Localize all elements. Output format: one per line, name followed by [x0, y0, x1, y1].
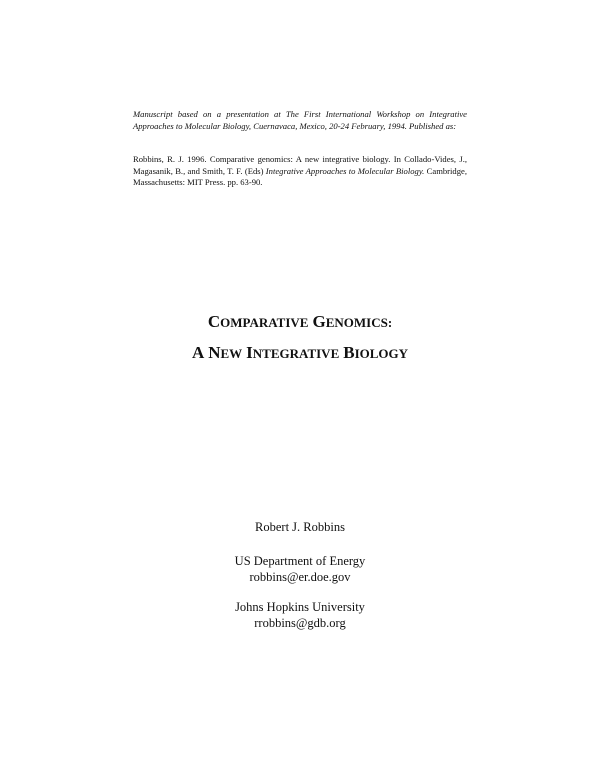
title-word-rest: NTEGRATIVE: [252, 346, 340, 361]
title-initial: I: [246, 343, 253, 362]
title-initial: B: [343, 343, 355, 362]
citation: [133, 154, 467, 189]
affiliation-institution: Johns Hopkins University: [235, 600, 365, 614]
paper-title-line-1: [0, 312, 600, 332]
author-name: [0, 519, 600, 535]
affiliation-institution: US Department of Energy: [234, 554, 366, 568]
affiliation-2: [0, 599, 600, 631]
affiliation-email: rrobbins@gdb.org: [254, 616, 346, 630]
author-name-text: Robert J. Robbins: [255, 520, 345, 534]
title-initial: A: [191, 343, 205, 362]
publication-note: [133, 109, 467, 132]
title-word-rest: OMPARATIVE: [220, 315, 309, 330]
title-initial: N: [208, 343, 221, 362]
affiliation-email: robbins@er.doe.gov: [249, 570, 351, 584]
citation-suffix: Cambridge, Massachusetts: MIT Press. pp. 63-90.: [133, 165, 467, 187]
title-word-rest: IOLOGY: [354, 346, 409, 361]
title-initial: C: [207, 312, 221, 331]
title-word-rest: EW: [220, 346, 243, 361]
affiliation-1: [0, 553, 600, 585]
citation-book-title: Integrative Approaches to Molecular Biology.: [265, 165, 425, 176]
paper-title-line-2: [0, 343, 600, 363]
title-word-rest: ENOMICS:: [325, 315, 393, 330]
title-initial: G: [312, 312, 326, 331]
citation-prefix: Robbins, R. J. 1996. Comparative genomics: A new integrative biology. In Collado-Vides, J., Magasanik, B., and Smith, T. F. (Eds): [133, 154, 467, 176]
publication-note-text: Manuscript based on a presentation at The First International Workshop on Integrative Approaches to Molecular Biology, Cuernavaca, Mexico, 20-24 February, 1994. Published as:: [133, 109, 467, 131]
